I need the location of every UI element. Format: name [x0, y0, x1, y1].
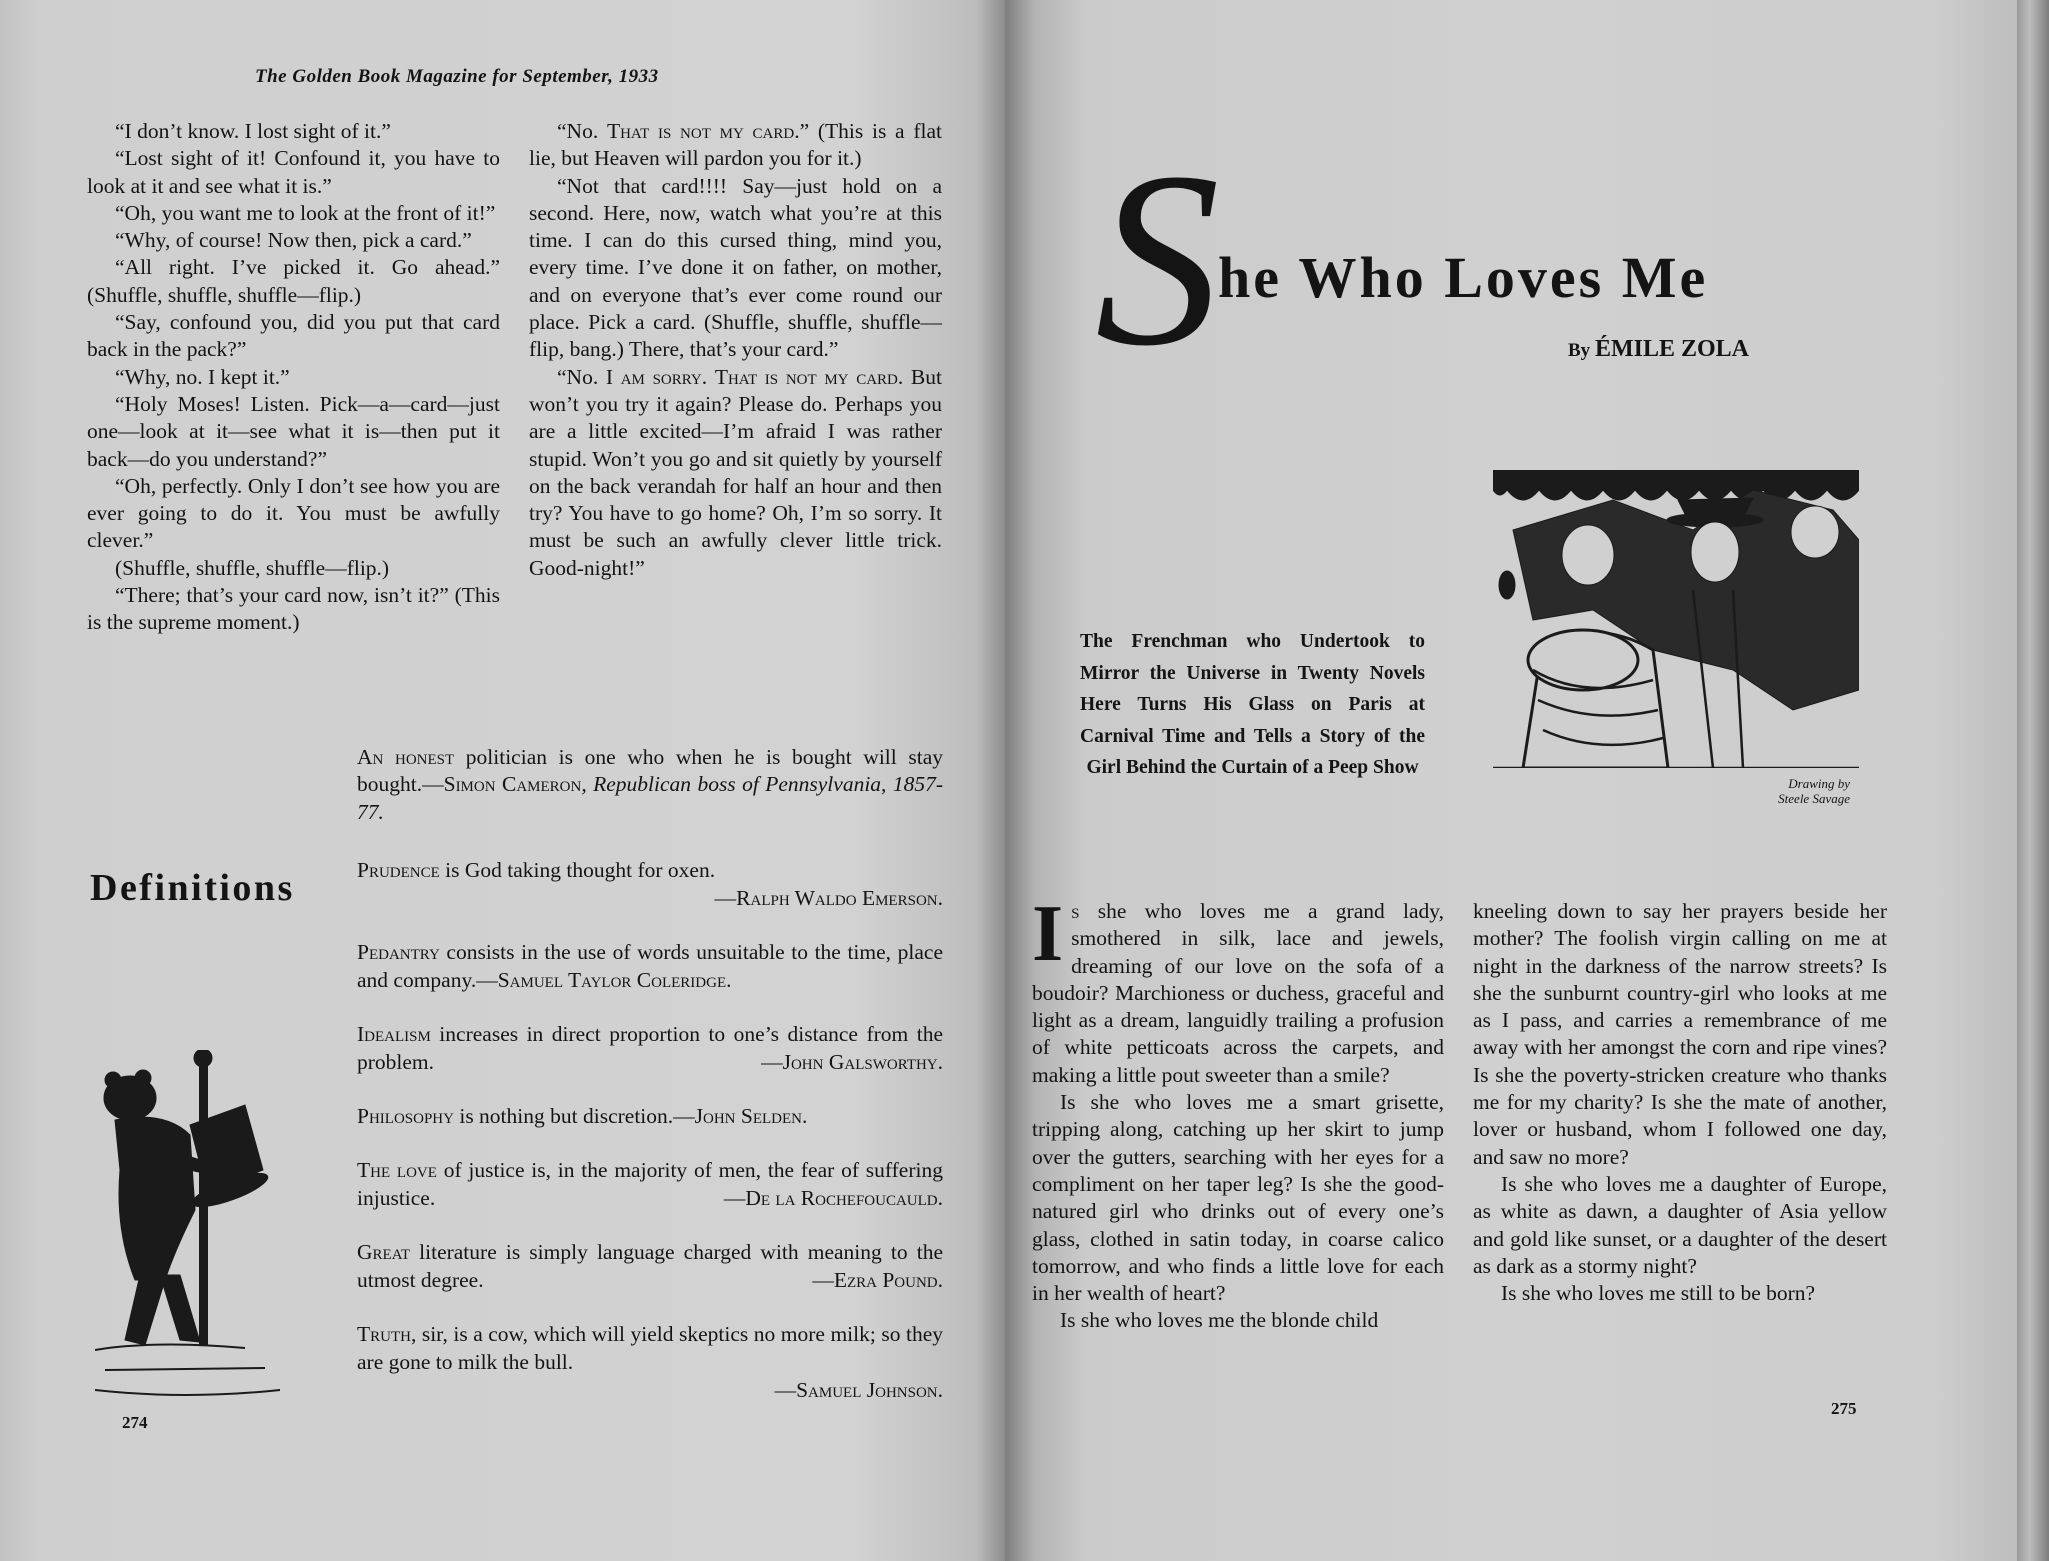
title-initial: S [1095, 121, 1220, 398]
definition-love-of-justice: The love of justice is, in the majority of men, the fear of suffering injustice. —De la Rochefoucauld. [357, 1158, 943, 1210]
paragraph: “Oh, you want me to look at the front of it!” [115, 200, 496, 225]
paragraph: “No. I am sorry. That is not my card. But won’t you try it again? Please do. Perhaps you are a little excited—I’m afraid I was rather stupid. Won’t you go and sit quietly by yourself on the back verandah for half an hour and then try? You have to go home? Oh, I’m so sorry. It must be such an awfully clever little trick. Good-night!” [529, 364, 942, 580]
left-page [0, 0, 1005, 1561]
paragraph: “There; that’s your card now, isn’t it?” (This is the supreme moment.) [87, 583, 500, 635]
paragraph: “Say, confound you, did you put that card back in the pack?” [87, 310, 500, 362]
bear-top-hat-illustration [95, 1050, 285, 1405]
byline: By ÉMILE ZOLA [1568, 336, 1749, 362]
paragraph: “Why, of course! Now then, pick a card.” [115, 228, 472, 253]
story-title: he Who Loves Me [1218, 245, 1709, 310]
story-opening-paragraph: Is she who loves me a grand lady, smothered in silk, lace and jewels, dreaming of our love on the sofa of a boudoir? Marchioness or duchess, graceful and light as a dream, languidly trailing a profusion of white petticoats across the carpets, and making a little pout sweeter than a smile? [1032, 890, 1444, 1087]
definition-philosophy: Philosophy is nothing but discretion.—John Selden. [357, 1104, 808, 1128]
running-head: The Golden Book Magazine for September, 1933 [255, 66, 659, 87]
paragraph: “Lost sight of it! Confound it, you have to look at it and see what it is.” [87, 146, 500, 198]
paragraph: “Oh, perfectly. Only I don’t see how you are ever going to do it. You must be awfully clever.” [87, 473, 500, 553]
paragraph: Is she who loves me a daughter of Europe, as white as dawn, a daughter of Asia yellow and gold like sunset, or a daughter of the desert as dark as a stormy night? [1473, 1171, 1887, 1278]
peep-show-crowd-illustration [1493, 470, 1859, 768]
honest-politician-quote: An honest politician is one who when he is bought will stay bought.—Simon Cameron, Republican boss of Pennsylvania, 1857-77. [357, 745, 943, 824]
paragraph: Is she who loves me a smart grisette, tripping along, catching up her skirt to jump over the gutters, searching with her eyes for a compliment on her taper leg? Is she the good-natured girl who drinks out of every one’s glass, clothed in satin today, in coarse calico tomorrow, and who finds a little love for each in her wealth of heart? [1032, 1090, 1444, 1306]
paragraph: “All right. I’ve picked it. Go ahead.” (Shuffle, shuffle, shuffle—flip.) [87, 255, 500, 307]
drop-cap: I [1032, 890, 1064, 978]
paragraph: (Shuffle, shuffle, shuffle—flip.) [115, 555, 390, 580]
paragraph: “Holy Moses! Listen. Pick—a—card—just one—look at it—see what it is—then put it back—do you understand?” [87, 391, 500, 471]
definition-pedantry: Pedantry consists in the use of words unsuitable to the time, place and company.—Samuel Taylor Coleridge. [357, 940, 943, 992]
definition-truth: Truth, sir, is a cow, which will yield skeptics no more milk; so they are gone to milk the bull. —Samuel Johnson. [357, 1322, 943, 1402]
paragraph: Is she who loves me still to be born? [1501, 1281, 1816, 1306]
definition-idealism: Idealism increases in direct proportion to one’s distance from the problem. —John Galsworthy. [357, 1022, 943, 1074]
paragraph: “Not that card!!!! Say—just hold on a second. Here, now, watch what you’re at this time. I can do this cursed thing, mind you, every time. I’ve done it on father, on mother, and on everyone that’s ever come round our place. Pick a card. (Shuffle, shuffle, shuffle—flip, bang.) There, that’s your card.” [529, 173, 942, 362]
definitions-heading: Definitions [90, 867, 295, 909]
definitions-list [357, 856, 943, 1430]
card-trick-column-1 [87, 118, 500, 637]
definition-great-literature: Great literature is simply language charged with meaning to the utmost degree. —Ezra Pound. [357, 1240, 943, 1292]
paragraph: “Why, no. I kept it.” [115, 364, 290, 389]
page-edge [2017, 0, 2049, 1561]
paragraph: Is she who loves me the blonde child [1060, 1308, 1379, 1333]
page-number: 274 [122, 1413, 148, 1432]
definition-prudence: Prudence is God taking thought for oxen. —Ralph Waldo Emerson. [357, 858, 943, 910]
page-number: 275 [1831, 1399, 1857, 1418]
paragraph: “I don’t know. I lost sight of it.” [115, 119, 391, 143]
story-column-1 [1032, 890, 1444, 1335]
paragraph: “No. That is not my card.” (This is a flat lie, but Heaven will pardon you for it.) [529, 119, 942, 171]
card-trick-column-2 [529, 118, 942, 582]
story-deck: The Frenchman who Undertook to Mirror the Universe in Twenty Novels Here Turns His Glass on Paris at Carnival Time and Tells a Story of the Girl Behind the Curtain of a Peep Show [1080, 631, 1425, 778]
paragraph-continued: kneeling down to say her prayers beside her mother? The foolish virgin calling on me at night in the darkness of the narrow streets? Is she the sunburnt country-girl who looks at me as I pass, and carries a remembrance of me away with her amongst the corn and ripe vines? Is she the poverty-stricken creature who thanks me for my charity? Is she the mate of another, lover or husband, whom I followed one day, and saw no more? [1473, 899, 1887, 1169]
story-column-2 [1473, 898, 1887, 1307]
illustration-credit: Drawing by Steele Savage [1778, 776, 1850, 806]
